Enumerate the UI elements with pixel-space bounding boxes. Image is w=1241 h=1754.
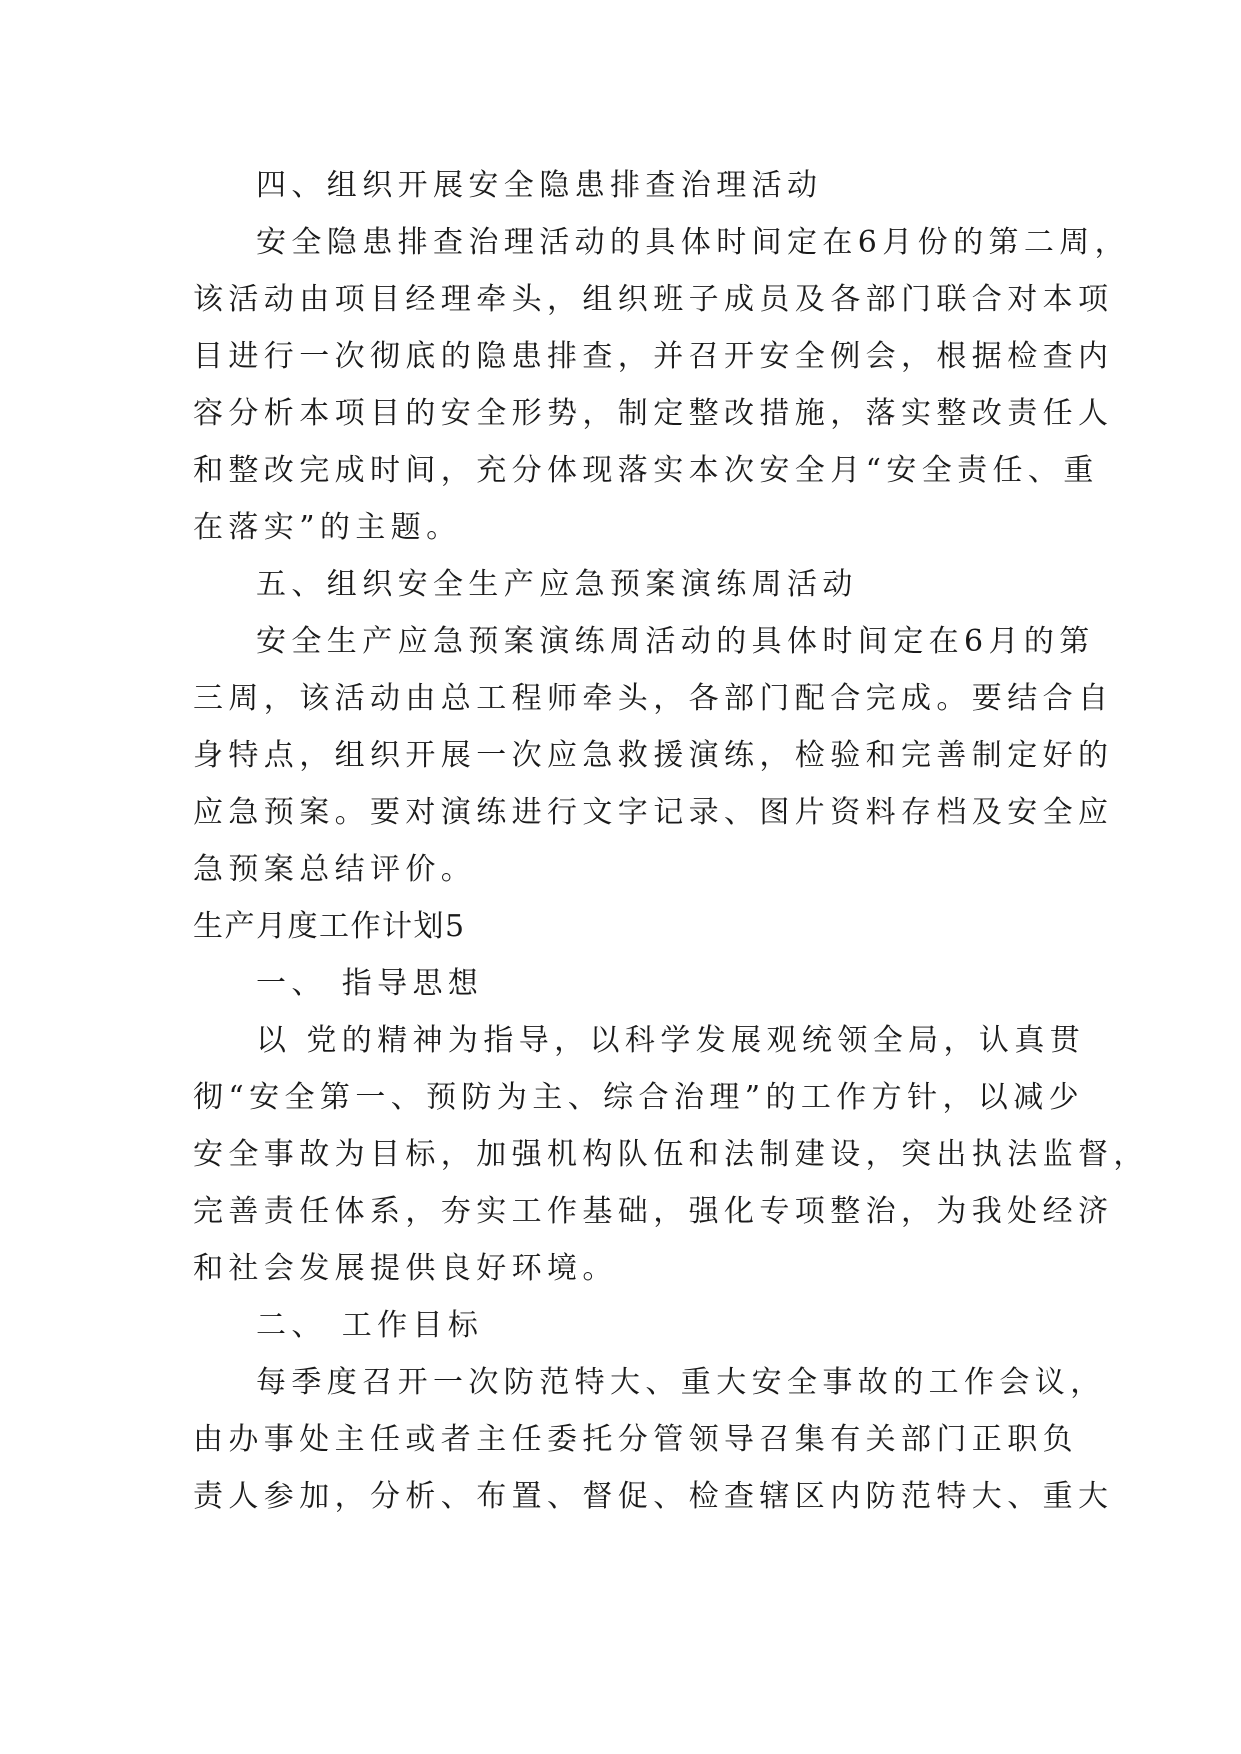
paragraph-line: 完善责任体系，夯实工作基础，强化专项整治，为我处经济	[193, 1194, 1114, 1229]
section-heading-four: 四、组织开展安全隐患排查治理活动	[256, 168, 823, 203]
section-heading-one: 一、 指导思想	[256, 966, 484, 1001]
paragraph-line: 和整改完成时间，充分体现落实本次安全月“安全责任、重	[193, 453, 1099, 488]
paragraph-line: 安全生产应急预案演练周活动的具体时间定在6月的第	[256, 624, 1095, 659]
section-heading-five: 五、组织安全生产应急预案演练周活动	[256, 567, 858, 602]
paragraph-line: 身特点，组织开展一次应急救援演练，检验和完善制定好的	[193, 738, 1114, 773]
paragraph-line: 由办事处主任或者主任委托分管领导召集有关部门正职负	[193, 1422, 1078, 1457]
paragraph-line: 应急预案。要对演练进行文字记录、图片资料存档及安全应	[193, 795, 1114, 830]
paragraph-line: 责人参加，分析、布置、督促、检查辖区内防范特大、重大	[193, 1479, 1114, 1514]
paragraph-line: 目进行一次彻底的隐患排查，并召开安全例会，根据检查内	[193, 339, 1114, 374]
paragraph-line: 和社会发展提供良好环境。	[193, 1251, 618, 1286]
section-heading-two: 二、 工作目标	[256, 1308, 484, 1343]
paragraph-line: 容分析本项目的安全形势，制定整改措施，落实整改责任人	[193, 396, 1114, 431]
paragraph-line: 该活动由项目经理牵头，组织班子成员及各部门联合对本项	[193, 282, 1114, 317]
paragraph-line: 急预案总结评价。	[193, 852, 477, 887]
paragraph-line: 在落实”的主题。	[193, 510, 462, 545]
paragraph-line: 安全隐患排查治理活动的具体时间定在6月份的第二周，	[256, 225, 1131, 260]
paragraph-line: 安全事故为目标，加强机构队伍和法制建设，突出执法监督，	[193, 1137, 1149, 1172]
paragraph-line: 以 党的精神为指导，以科学发展观统领全局，认真贯	[256, 1023, 1086, 1058]
paragraph-line: 每季度召开一次防范特大、重大安全事故的工作会议，	[256, 1365, 1106, 1400]
paragraph-line: 彻“安全第一、预防为主、综合治理”的工作方针，以减少	[193, 1080, 1085, 1115]
document-title: 生产月度工作计划5	[193, 909, 466, 944]
paragraph-line: 三周，该活动由总工程师牵头，各部门配合完成。要结合自	[193, 681, 1114, 716]
